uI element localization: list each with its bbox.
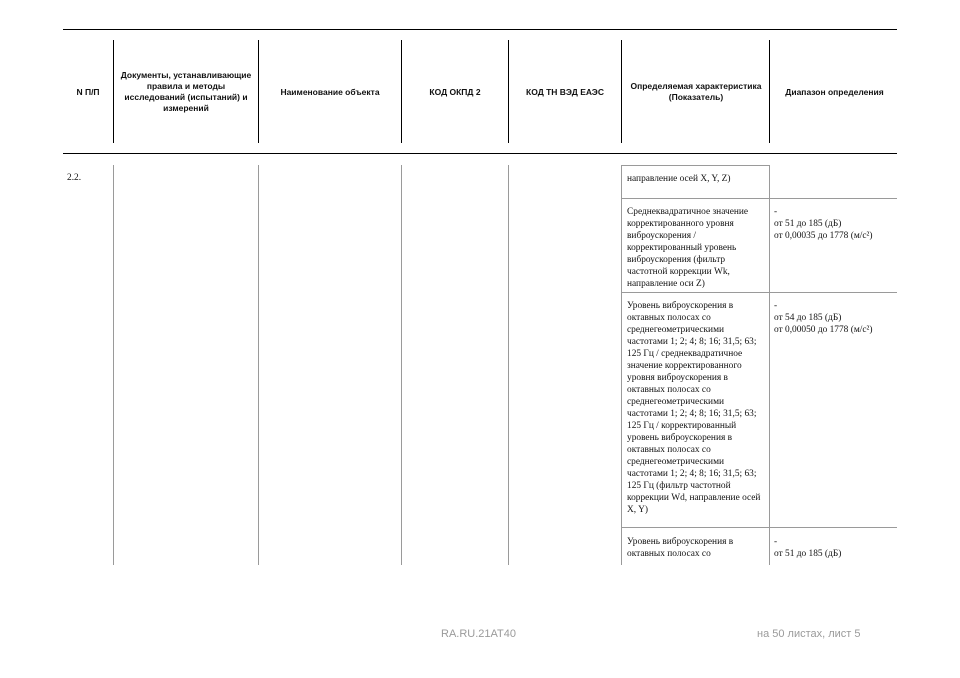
header-col-okpd2: КОД ОКПД 2 (429, 86, 481, 97)
body-divider (258, 165, 259, 565)
range-ms2: от 0,00035 до 1778 (м/с²) (774, 231, 873, 241)
body-divider (621, 165, 622, 565)
body-divider (508, 165, 509, 565)
range-cell (774, 206, 896, 242)
characteristic-cell: Среднеквадратичное значение корректированного уровня виброускорения / корректированный уровень виброускорения (фильтр частотной коррекции Wk, направление оси Z) (627, 207, 749, 289)
header-divider (258, 40, 259, 143)
characteristic-cell: Уровень виброускорения в октавных полосах со среднегеометрическими частотами 1; 2; 4; 8; 16; 31,5; 63; 125 Гц / среднеквадратичное значение корректированного уровня виброускорения в октавных полосах со среднегеометрическими частотами 1; 2; 4; 8; 16; 31,5; 63; 125 Гц / корректированный уровень виброускорения в октавных полосах со среднегеометрическими частотами 1; 2; 4; 8; 16; 31,5; 63; 125 Гц (фильтр частотной коррекции Wd, направление осей X, Y) (627, 301, 761, 515)
range-dash: - (774, 207, 778, 217)
header-col-documents: Документы, устанавливающие правила и методы исследований (испытаний) и измерений (120, 70, 252, 113)
range-ms2: от 0,00050 до 1778 (м/с²) (774, 325, 873, 335)
header-bottom-rule (63, 153, 897, 154)
header-col-object-name: Наименование объекта (280, 86, 380, 97)
range-db: от 51 до 185 (дБ) (774, 549, 842, 559)
characteristic-cell: направление осей X, Y, Z) (627, 174, 731, 184)
body-divider (769, 165, 770, 565)
row-rule (621, 527, 897, 528)
row-rule (621, 165, 769, 166)
row-rule (621, 292, 897, 293)
footer-sheet-info: на 50 листах, лист 5 (757, 628, 861, 640)
range-cell (774, 536, 896, 560)
header-divider (508, 40, 509, 143)
header-col-number: N П/П (76, 86, 100, 97)
header-col-tnved: КОД ТН ВЭД ЕАЭС (526, 86, 604, 97)
header-divider (113, 40, 114, 143)
header-top-rule (63, 29, 897, 30)
header-col-range: Диапазон определения (785, 86, 884, 97)
body-divider (401, 165, 402, 565)
body-divider (113, 165, 114, 565)
header-divider (401, 40, 402, 143)
footer-doc-code: RA.RU.21AT40 (441, 628, 516, 640)
header-col-characteristic: Определяемая характеристика (Показатель) (630, 81, 762, 102)
header-divider (621, 40, 622, 143)
characteristic-cell: Уровень виброускорения в октавных полосах со (627, 537, 734, 559)
range-cell (774, 300, 896, 336)
range-dash: - (774, 301, 778, 311)
row-number: 2.2. (67, 173, 82, 183)
row-rule (621, 198, 897, 199)
range-dash: - (774, 537, 778, 547)
range-db: от 51 до 185 (дБ) (774, 219, 842, 229)
header-divider (769, 40, 770, 143)
range-db: от 54 до 185 (дБ) (774, 313, 842, 323)
